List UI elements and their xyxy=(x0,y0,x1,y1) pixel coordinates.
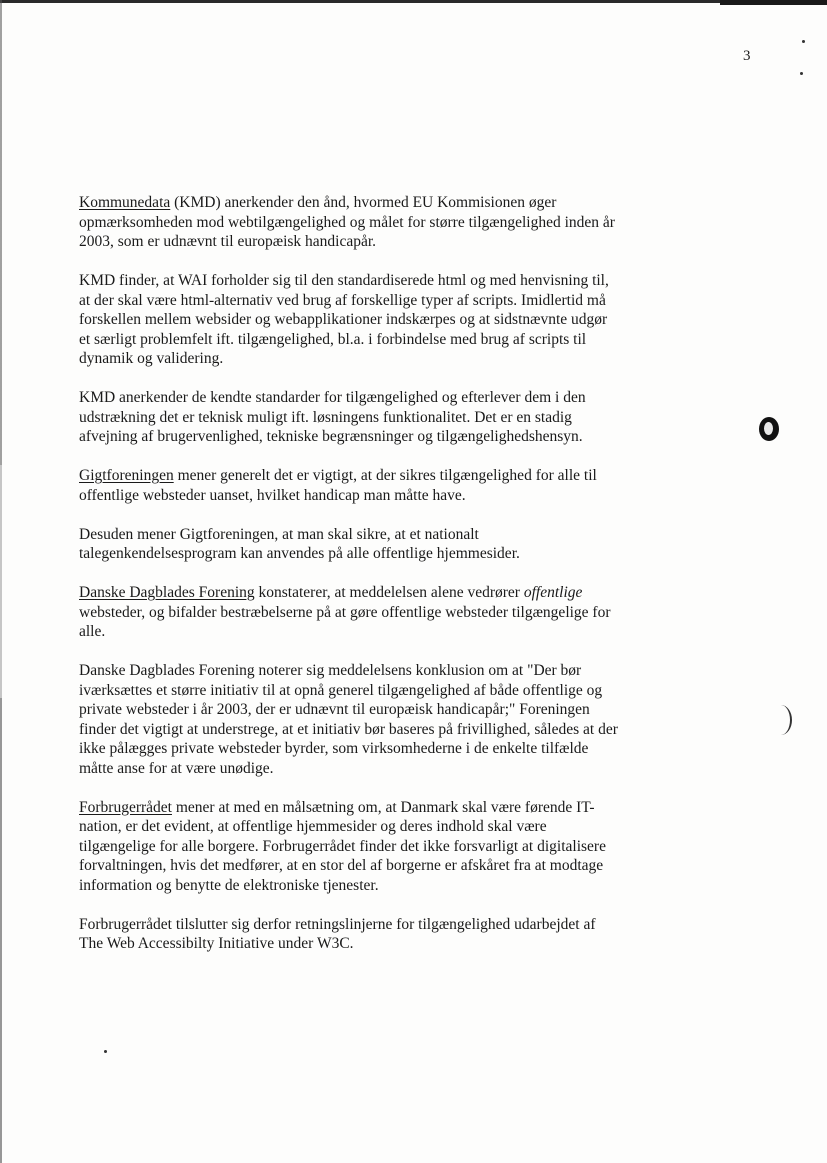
paragraph-kmd-3 xyxy=(79,388,619,447)
org-name-danske-dagblades-forening: Danske Dagblades Forening xyxy=(79,584,255,601)
scan-speck xyxy=(800,72,803,75)
paragraph-text: KMD anerkender de kendte standarder for tilgængelighed og efterlever dem i den udstrækning det er teknisk muligt ift. løsningens funktionalitet. Det er en stadig afvejning af brugervenlighed, tekniske begrænsninger og tilgængelighedshensyn. xyxy=(79,389,586,445)
org-name-kommunedata: Kommunedata xyxy=(79,194,171,211)
org-name-gigtforeningen: Gigtforeningen xyxy=(79,467,174,484)
paragraph-text: Forbrugerrådet tilslutter sig derfor retningslinjerne for tilgængelighed udarbejdet af The Web Accessibilty Initiative under W3C. xyxy=(79,915,596,952)
scan-speck xyxy=(802,40,805,43)
paragraph-kmd-1 xyxy=(79,193,619,252)
paragraph-ddf-2 xyxy=(79,661,619,778)
paragraph-text: Danske Dagblades Forening noterer sig meddelelsens konklusion om at "Der bør iværksættes et større initiativ til at opnå generel tilgængelighed af både offentlige og private websteder i år 2003, der er udnævnt til europæisk handicapår;" Foreningen finder det vigtigt at understrege, at et initiativ bør baseres på frivillighed, således at der ikke pålægges private websteder byrder, som virksomhederne i de enkelte tilfælde måtte anse for at være unødige. xyxy=(79,662,618,777)
paragraph-kmd-2 xyxy=(79,271,619,369)
scan-left-edge xyxy=(0,0,2,1163)
document-body xyxy=(79,193,619,973)
paragraph-text: (KMD) anerkender den ånd, hvormed EU Kommisionen øger opmærksomheden mod webtilgængelighed og målet for større tilgængelighed inden år 2003, som er udnævnt til europæisk handicapår. xyxy=(79,194,615,250)
scan-top-edge-thick xyxy=(720,0,827,5)
paragraph-text: Desuden mener Gigtforeningen, at man skal sikre, at et nationalt talegenkendelsesprogram kan anvendes på alle offentlige hjemmesider. xyxy=(79,525,520,562)
paragraph-text: KMD finder, at WAI forholder sig til den standardiserede html og med henvisning til, at der skal være html-alternativ ved brug af forskellige typer af scripts. Imidlertid må forskellen mellem websider og webapplikationer indskærpes og at sidstnævnte udgør et særligt problemfelt ift. tilgængelighed, bl.a. i forbindelse med brug af scripts til dynamik og validering. xyxy=(79,272,609,367)
paragraph-text: mener at med en målsætning om, at Danmark skal være førende IT-nation, er det evident, at offentlige hjemmesider og deres indhold skal være tilgængelige for alle borgere. Forbrugerrådet finder det ikke forsvarligt at digitalisere forvaltningen, hvis det medfører, at en stor del af borgerne er afskåret fra at modtage information og benytte de elektroniske tjenester. xyxy=(79,798,606,894)
paragraph-gigtforeningen-1 xyxy=(79,466,619,505)
org-name-forbrugerraadet: Forbrugerrådet xyxy=(79,798,172,816)
scan-speck xyxy=(104,1050,107,1053)
paragraph-text: mener generelt det er vigtigt, at der sikres tilgængelighed for alle til offentlige websteder uanset, hvilket handicap man måtte have. xyxy=(79,467,597,504)
scan-top-edge xyxy=(0,0,827,3)
paragraph-text: websteder, og bifalder bestræbelserne på at gøre offentlige websteder tilgængelige for alle. xyxy=(79,603,611,640)
paragraph-gigtforeningen-2 xyxy=(79,525,619,564)
paragraph-ddf-1 xyxy=(79,583,619,642)
emphasis-offentlige: offentlige xyxy=(523,584,583,601)
page-number: 3 xyxy=(743,48,751,64)
punch-hole-icon xyxy=(759,417,779,441)
paragraph-forbrugerraadet-1 xyxy=(79,798,619,896)
paragraph-text: konstaterer, at meddelelsen alene vedrører xyxy=(254,584,524,601)
paragraph-forbrugerraadet-2 xyxy=(79,915,619,954)
punch-hole-faint-icon xyxy=(770,705,792,735)
